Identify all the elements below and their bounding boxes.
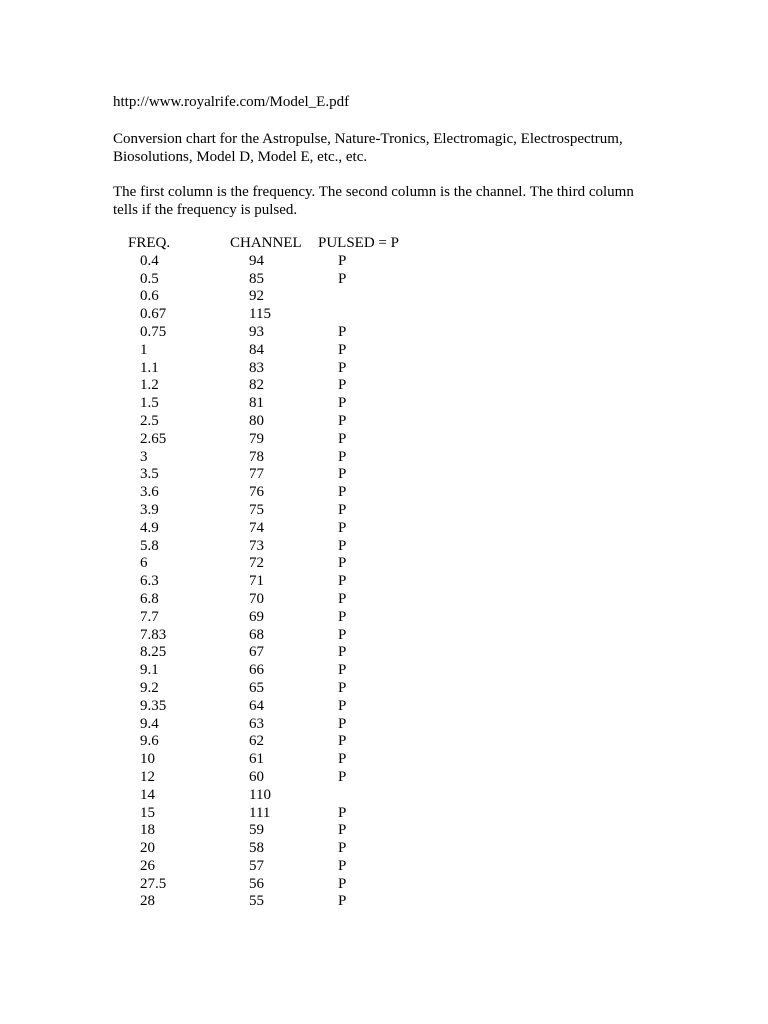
cell-channel: 72: [249, 555, 264, 572]
table-row: [0, 342, 768, 360]
cell-pulsed: P: [338, 270, 347, 287]
cell-pulsed: P: [338, 412, 347, 429]
table-row: [0, 858, 768, 876]
cell-pulsed: P: [338, 555, 347, 572]
cell-pulsed: P: [338, 804, 347, 821]
cell-channel: 65: [249, 679, 264, 696]
table-row: [0, 449, 768, 467]
table-row: [0, 520, 768, 538]
cell-channel: 69: [249, 608, 264, 625]
table-row: [0, 609, 768, 627]
cell-freq: 3.9: [140, 501, 159, 518]
cell-pulsed: P: [338, 715, 347, 732]
table-row: [0, 769, 768, 787]
cell-freq: 1.5: [140, 395, 159, 412]
cell-freq: 3: [140, 448, 148, 465]
cell-freq: 6.8: [140, 590, 159, 607]
table-row: [0, 484, 768, 502]
source-url: http://www.royalrife.com/Model_E.pdf: [113, 94, 350, 110]
cell-channel: 74: [249, 519, 264, 536]
cell-freq: 1: [140, 341, 148, 358]
table-row: [0, 538, 768, 556]
cell-freq: 12: [140, 768, 155, 785]
cell-freq: 9.1: [140, 662, 159, 679]
intro-line-2: Biosolutions, Model D, Model E, etc., etc.: [113, 149, 368, 165]
cell-pulsed: P: [338, 537, 347, 554]
cell-channel: 68: [249, 626, 264, 643]
cell-freq: 5.8: [140, 537, 159, 554]
cell-pulsed: P: [338, 395, 347, 412]
cell-pulsed: P: [338, 751, 347, 768]
cell-pulsed: P: [338, 377, 347, 394]
cell-pulsed: P: [338, 626, 347, 643]
cell-freq: 6.3: [140, 573, 159, 590]
cell-freq: 2.5: [140, 412, 159, 429]
cell-channel: 66: [249, 662, 264, 679]
cell-pulsed: P: [338, 822, 347, 839]
cell-channel: 70: [249, 590, 264, 607]
cell-pulsed: P: [338, 697, 347, 714]
cell-freq: 7.7: [140, 608, 159, 625]
frequency-table: [0, 235, 768, 911]
table-row: [0, 840, 768, 858]
intro-line-1: Conversion chart for the Astropulse, Nature-Tronics, Electromagic, Electrospectrum,: [113, 131, 623, 147]
cell-freq: 0.5: [140, 270, 159, 287]
cell-pulsed: P: [338, 501, 347, 518]
cell-channel: 79: [249, 430, 264, 447]
cell-pulsed: P: [338, 448, 347, 465]
table-body: [0, 253, 768, 911]
cell-freq: 3.5: [140, 466, 159, 483]
cell-freq: 14: [140, 786, 155, 803]
cell-channel: 71: [249, 573, 264, 590]
table-row: [0, 288, 768, 306]
table-row: [0, 733, 768, 751]
cell-channel: 78: [249, 448, 264, 465]
cell-channel: 92: [249, 288, 264, 305]
cell-channel: 85: [249, 270, 264, 287]
description-line-1: The first column is the frequency. The second column is the channel. The third column: [113, 184, 634, 200]
cell-channel: 110: [249, 786, 271, 803]
table-row: [0, 716, 768, 734]
cell-channel: 94: [249, 252, 264, 269]
cell-channel: 80: [249, 412, 264, 429]
table-row: [0, 360, 768, 378]
cell-channel: 62: [249, 733, 264, 750]
table-row: [0, 573, 768, 591]
table-row: [0, 377, 768, 395]
cell-freq: 2.65: [140, 430, 167, 447]
table-row: [0, 591, 768, 609]
table-row: [0, 698, 768, 716]
table-row: [0, 253, 768, 271]
cell-channel: 63: [249, 715, 264, 732]
cell-freq: 9.6: [140, 733, 159, 750]
cell-channel: 60: [249, 768, 264, 785]
cell-channel: 61: [249, 751, 264, 768]
description-line-2: tells if the frequency is pulsed.: [113, 202, 298, 218]
cell-pulsed: P: [338, 893, 347, 910]
table-row: [0, 822, 768, 840]
cell-pulsed: P: [338, 341, 347, 358]
cell-freq: 18: [140, 822, 155, 839]
table-row: [0, 413, 768, 431]
table-row: [0, 680, 768, 698]
cell-channel: 77: [249, 466, 264, 483]
cell-pulsed: P: [338, 252, 347, 269]
cell-channel: 56: [249, 875, 264, 892]
cell-freq: 1.1: [140, 359, 159, 376]
cell-freq: 4.9: [140, 519, 159, 536]
cell-pulsed: P: [338, 590, 347, 607]
cell-freq: 26: [140, 857, 155, 874]
cell-pulsed: P: [338, 733, 347, 750]
cell-freq: 1.2: [140, 377, 159, 394]
table-row: [0, 787, 768, 805]
cell-freq: 28: [140, 893, 155, 910]
cell-pulsed: P: [338, 484, 347, 501]
cell-pulsed: P: [338, 323, 347, 340]
table-row: [0, 306, 768, 324]
cell-freq: 15: [140, 804, 155, 821]
cell-channel: 75: [249, 501, 264, 518]
table-row: [0, 466, 768, 484]
cell-freq: 9.35: [140, 697, 167, 714]
cell-freq: 3.6: [140, 484, 159, 501]
cell-pulsed: P: [338, 768, 347, 785]
cell-channel: 67: [249, 644, 264, 661]
cell-channel: 73: [249, 537, 264, 554]
table-header-row: [0, 235, 768, 253]
cell-freq: 0.4: [140, 252, 159, 269]
table-row: [0, 876, 768, 894]
table-row: [0, 271, 768, 289]
cell-freq: 0.75: [140, 323, 167, 340]
cell-channel: 84: [249, 341, 264, 358]
cell-pulsed: P: [338, 608, 347, 625]
header-freq: FREQ.: [128, 235, 171, 251]
cell-pulsed: P: [338, 840, 347, 857]
cell-pulsed: P: [338, 644, 347, 661]
cell-pulsed: P: [338, 430, 347, 447]
cell-channel: 76: [249, 484, 264, 501]
cell-pulsed: P: [338, 466, 347, 483]
cell-channel: 64: [249, 697, 264, 714]
table-row: [0, 805, 768, 823]
cell-channel: 55: [249, 893, 264, 910]
cell-freq: 27.5: [140, 875, 167, 892]
table-row: [0, 662, 768, 680]
cell-channel: 111: [249, 804, 271, 821]
cell-channel: 57: [249, 857, 264, 874]
table-row: [0, 324, 768, 342]
cell-freq: 6: [140, 555, 148, 572]
table-row: [0, 893, 768, 911]
cell-pulsed: P: [338, 573, 347, 590]
cell-pulsed: P: [338, 679, 347, 696]
cell-freq: 7.83: [140, 626, 167, 643]
cell-pulsed: P: [338, 519, 347, 536]
cell-pulsed: P: [338, 662, 347, 679]
header-pulsed: PULSED = P: [318, 235, 399, 251]
header-channel: CHANNEL: [230, 235, 302, 251]
cell-freq: 20: [140, 840, 155, 857]
cell-channel: 82: [249, 377, 264, 394]
cell-channel: 58: [249, 840, 264, 857]
cell-freq: 10: [140, 751, 155, 768]
cell-channel: 81: [249, 395, 264, 412]
cell-freq: 9.2: [140, 679, 159, 696]
cell-freq: 0.6: [140, 288, 159, 305]
table-row: [0, 555, 768, 573]
table-row: [0, 627, 768, 645]
table-row: [0, 395, 768, 413]
cell-pulsed: P: [338, 359, 347, 376]
cell-channel: 93: [249, 323, 264, 340]
table-row: [0, 751, 768, 769]
table-row: [0, 644, 768, 662]
cell-channel: 59: [249, 822, 264, 839]
table-row: [0, 431, 768, 449]
cell-freq: 8.25: [140, 644, 167, 661]
cell-channel: 83: [249, 359, 264, 376]
cell-freq: 9.4: [140, 715, 159, 732]
cell-pulsed: P: [338, 857, 347, 874]
cell-channel: 115: [249, 306, 271, 323]
cell-pulsed: P: [338, 875, 347, 892]
cell-freq: 0.67: [140, 306, 167, 323]
table-row: [0, 502, 768, 520]
